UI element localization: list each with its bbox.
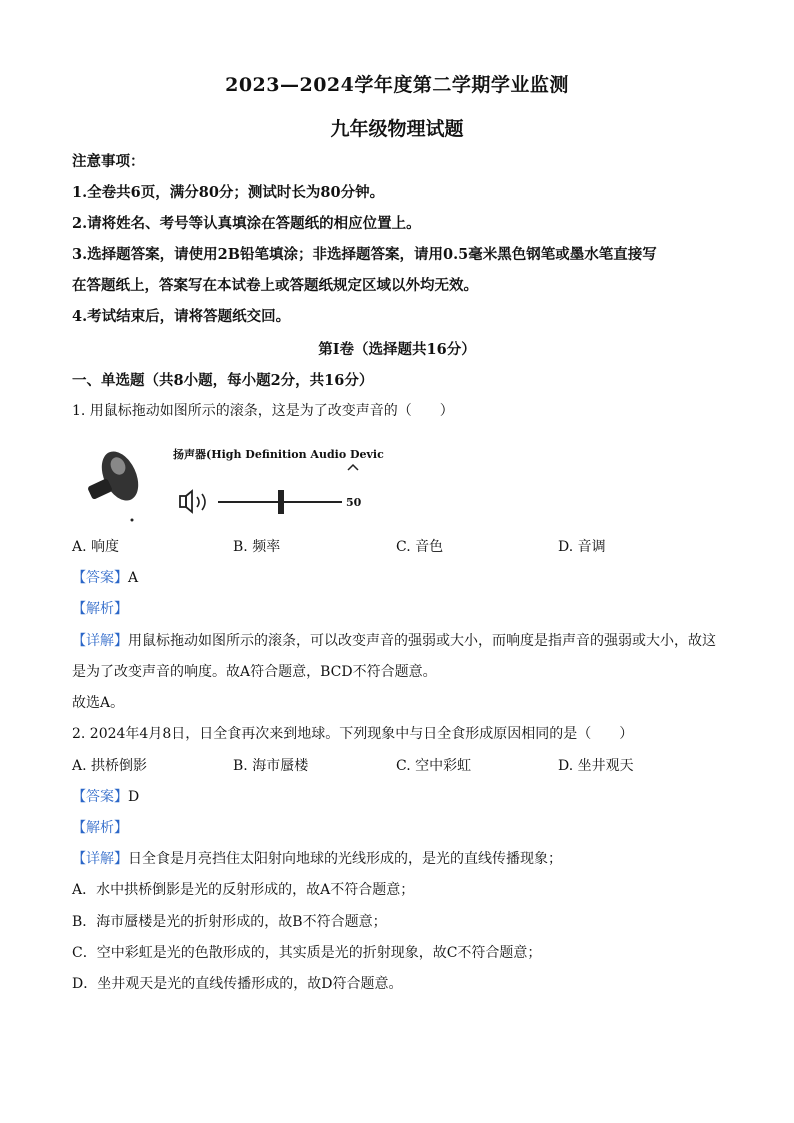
q1-analysis-tag: 【解析】 [72,601,128,617]
mouse-icon [87,446,145,522]
q2-analysis-tag: 【解析】 [72,820,128,836]
q1-detail-2: 是为了改变声音的响度。故A符合题意，BCD不符合题意。 [72,664,437,680]
q1-option-d: D. 音调 [558,539,606,555]
q2-detail-1: 【详解】日全食是月亮挡住太阳射向地球的光线形成的，是光的直线传播现象； [72,851,562,867]
part-title: 一、单选题（共8小题，每小题2分，共16分） [72,372,374,389]
notice-heading: 注意事项： [72,153,145,170]
q2-explanation-c: C．空中彩虹是光的色散形成的，其实质是光的折射现象，故C不符合题意； [72,945,542,961]
exam-title: 2023—2024学年度第二学期学业监测 [225,74,569,96]
notice-item: 2.请将姓名、考号等认真填涂在答题纸的相应位置上。 [72,215,421,232]
notice-item: 在答题纸上，答案写在本试卷上或答题纸规定区域以外均无效。 [72,277,478,294]
q1-stem: 1. 用鼠标拖动如图所示的滚条，这是为了改变声音的（ ） [72,403,454,419]
q1-conclusion: 故选A。 [72,695,125,711]
exam-subtitle: 九年级物理试题 [330,118,464,140]
figure-value: 50 [346,496,362,509]
section-title: 第Ⅰ卷（选择题共16分） [318,341,476,358]
q1-option-c: C. 音色 [396,539,444,555]
q1-detail-1: 【详解】用鼠标拖动如图所示的滚条，可以改变声音的强弱或大小，而响度是指声音的强弱或大小，故这 [72,633,716,649]
q2-option-c: C. 空中彩虹 [396,758,472,774]
answer-value: D [128,789,140,805]
q2-option-b: B. 海市蜃楼 [233,758,309,774]
notice-item: 1.全卷共6页，满分80分；测试时长为80分钟。 [72,184,385,201]
answer-value: A [128,570,139,586]
answer-tag: 【答案】 [72,570,128,586]
notice-item: 4.考试结束后，请将答题纸交回。 [72,308,291,325]
q2-answer [72,786,139,806]
q1-answer [72,567,138,587]
figure-label: 扬声器(High Definition Audio Device) [173,448,384,461]
chevron-up-icon [348,465,358,470]
q2-explanation-a: A．水中拱桥倒影是光的反射形成的，故A不符合题意； [72,882,415,898]
speaker-icon [180,491,205,512]
q1-figure [84,436,384,526]
volume-figure [84,436,384,526]
volume-thumb [278,490,284,514]
q2-stem: 2. 2024年4月8日，日全食再次来到地球。下列现象中与日全食形成原因相同的是（ ） [72,726,634,742]
notice-item: 3.选择题答案，请使用2B铅笔填涂；非选择题答案，请用0.5毫米黑色钢笔或墨水笔直接写 [72,246,657,263]
q2-option-a: A. 拱桥倒影 [72,758,148,774]
q2-option-d: D. 坐井观天 [558,758,634,774]
q1-option-b: B. 频率 [233,539,281,555]
detail-tag: 【详解】 [72,851,128,867]
answer-tag: 【答案】 [72,789,128,805]
q2-explanation-b: B．海市蜃楼是光的折射形成的，故B不符合题意； [72,914,387,930]
detail-tag: 【详解】 [72,633,128,649]
q2-explanation-d: D．坐井观天是光的直线传播形成的，故D符合题意。 [72,976,403,992]
q1-option-a: A. 响度 [72,539,120,555]
